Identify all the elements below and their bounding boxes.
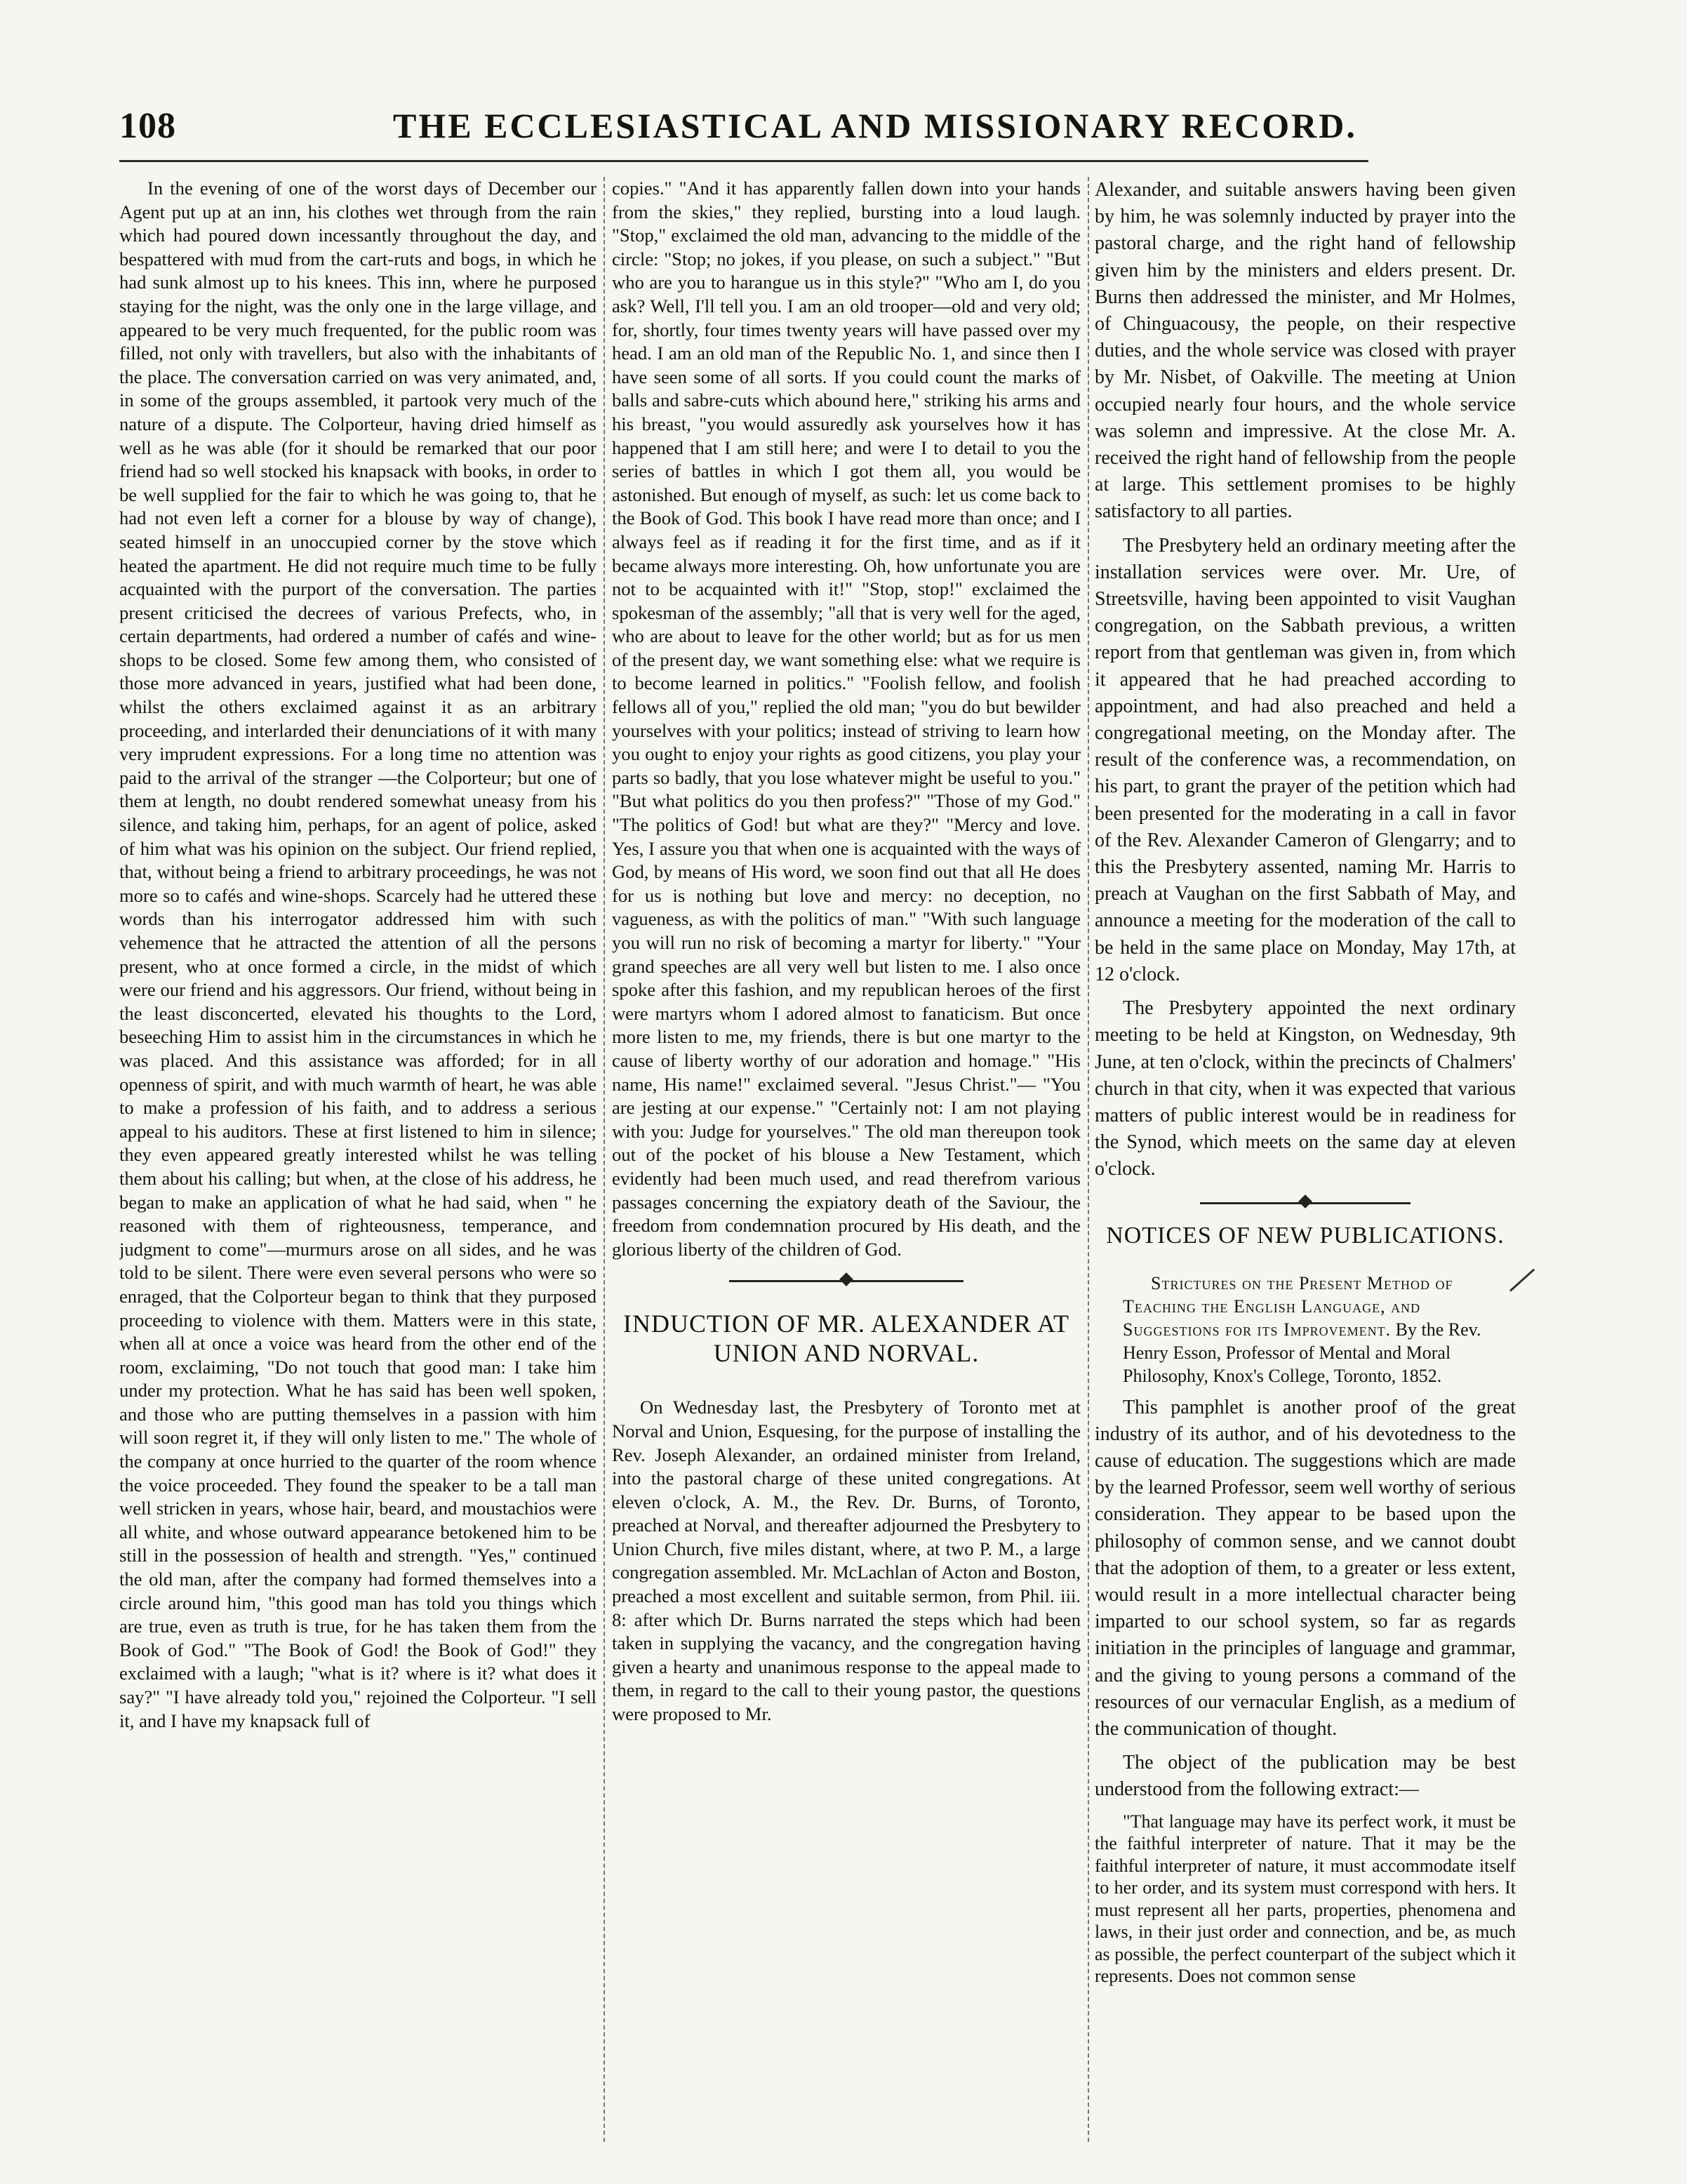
header-rule	[119, 160, 1368, 162]
section-ornament	[612, 1274, 1081, 1288]
presbytery-paragraph: The Presbytery held an ordinary meeting after the installation services were over. Mr. Ure, of Streetsville, having been appointed to visit Vaughan congregation, on the Sabbath previous, a written report from that gentleman was given in, from which it appeared that he had preached according to appointment, and had also preached and held a congregational meeting, on the Monday after. The result of the conference was, a recommendation, on his part, to grant the prayer of the petition which had been presented for the moderating in a call in favor of the Rev. Alexander Cameron of Glengarry; and to this the Presbytery assented, naming Mr. Harris to preach at Vaughan on the first Sabbath of May, and announce a meeting for the moderation of the call to be held in the same place on Monday, May 17th, at 12 o'clock.	[1095, 534, 1516, 985]
column-2	[612, 177, 1081, 2149]
column-3	[1095, 177, 1516, 2149]
induction-paragraph: On Wednesday last, the Presbytery of Toronto met at Norval and Union, Esquesing, for the purpose of installing the Rev. Joseph Alexander, an ordained minister from Ireland, into the pastoral charge of these united congregations. At eleven o'clock, A. M., the Rev. Dr. Burns, of Toronto, preached at Norval, and thereafter adjourned the Presbytery to Union Church, five miles distant, where, at two P. M., a large congregation assembled. Mr. McLachlan of Acton and Boston, preached a most excellent and suitable sermon, from Phil. iii. 8: after which Dr. Burns narrated the steps which had been taken in supplying the vacancy, and the congregation having given a hearty and unanimous response to the appeal made to them, in regard to the call to their young pastor, the questions were proposed to Mr.	[612, 1397, 1081, 1725]
article-paragraph: copies." "And it has apparently fallen down into your hands from the skies," they replied, bursting into a loud laugh. "Stop," exclaimed the old man, advancing to the middle of the circle: "Stop; no jokes, if you please, on such a subject." "But who are you to harangue us in this style?" "Who am I, do you ask? Well, I'll tell you. I am an old trooper—old and very old; for, shortly, four times twenty years will have passed over my head. I am an old man of the Republic No. 1, and since then I have seen some of all sorts. If you could count the marks of balls and sabre-cuts which abound here," striking his arms and his breast, "you would assuredly ask yourselves how it has happened that I am still here; and were I to detail to you the series of battles in which I got them all, you would be astonished. But enough of myself, as such: let us come back to the Book of God. This book I have read more than once; and I always feel as if reading it for the first time, and as if it became always more interesting. Oh, how unfortunate you are not to be acquainted with it!" "Stop, stop!" exclaimed the spokesman of the assembly; "all that is very well for the aged, who are about to leave for the other world; but as for us men of the present day, we want something else: what we require is to become learned in politics." "Foolish fellow, and foolish fellows all of you," replied the old man; "you do but bewilder yourselves with your politics; instead of striving to learn how you ought to enjoy your rights as good citizens, you play your parts so badly, that you lose whatever might be useful to you." "But what politics do you then profess?" "Those of my God." "The politics of God! but what are they?" "Mercy and love. Yes, I assure you that when one is acquainted with the ways of God, by means of His word, we soon find out that all He does for us is nothing but love and mercy: no deception, no vagueness, as with the politics of man." "With such language you will run no risk of becoming a martyr for liberty." "Your grand speeches are all very well but listen to me. I also once spoke after this fashion, and my republican heroes of the first were martyrs whom I adored almost to fanaticism. But once more listen to me, my friends, there is but one martyr to the cause of liberty worthy of our adoration and homage." "His name, His name!" exclaimed several. "Jesus Christ."— "You are jesting at our expense." "Certainly not: I am not playing with you: Judge for yourselves." The old man thereupon took out of the pocket of his blouse a New Testament, which evidently had been much used, and read therefrom various passages concerning the expiatory death of the Saviour, the freedom from condemnation procured by His death, and the glorious liberty of the children of God.	[612, 178, 1081, 1260]
review-paragraph: The object of the publication may be best understood from the following extract:—	[1095, 1752, 1516, 1801]
review-paragraph: This pamphlet is another proof of the great industry of its author, and of his devotedness to the cause of education. The suggestions which are made by the learned Professor, seem well worthy of serious consideration. They appear to be based upon the philosophy of common sense, and we cannot doubt that the adoption of them, to a greater or less extent, would result in a more intellectual character being imparted to our school system, so far as regards initiation in the principles of language and grammar, and the giving to young persons a command of the resources of our vernacular English, as a medium of the communication of thought.	[1095, 1396, 1516, 1740]
review-title-author: By the Rev. Henry Esson, Professor of Mental and Moral Philosophy, Knox's College, Toronto, 1852.	[1123, 1319, 1481, 1386]
section-ornament	[1095, 1196, 1516, 1210]
induction-heading: INDUCTION OF MR. ALEXANDER AT UNION AND NORVAL.	[622, 1310, 1069, 1368]
review-quote: "That language may have its perfect work, it must be the faithful interpreter of nature. That it may be the faithful interpreter of nature, it must accommodate itself to her order, and its system must correspond with hers. It must represent all her parts, properties, phenomena and laws, in their just order and connection, and be, as much as possible, the perfect counterpart of the subject which it represents. Does not common sense	[1095, 1811, 1516, 1987]
presbytery-paragraph: The Presbytery appointed the next ordinary meeting to be held at Kingston, on Wednesday, 9th June, at ten o'clock, within the precincts of Chalmers' church in that city, when it was expected that various matters of public interest would be in readiness for the Synod, which meets on the same day at eleven o'clock.	[1095, 997, 1516, 1180]
review-title-caps: Strictures on the Present Method of Teaching the English Language, and Suggestions for its Improvement.	[1123, 1272, 1453, 1340]
running-title: THE ECCLESIASTICAL AND MISSIONARY RECORD.	[393, 106, 1357, 145]
article-paragraph: In the evening of one of the worst days of December our Agent put up at an inn, his clothes wet through from the rain which had poured down incessantly throughout the day, and bespattered with mud from the cart-ruts and bogs, in which he had sunk almost up to his knees. This inn, where he purposed staying for the night, was the only one in the large village, and appeared to be very much frequented, for the public room was filled, not only with travellers, but also with the inhabitants of the place. The conversation carried on was very animated, and, in some of the groups assembled, it partook very much of the nature of a dispute. The Colporteur, having dried himself as well as he was able (for it should be remarked that our poor friend had so well stocked his knapsack with books, in order to be well supplied for the fair to which he was going to, that he had not even left a corner for a blouse by way of change), seated himself in an unoccupied corner by the stove which heated the apartment. He did not require much time to be fully acquainted with the purport of the conversation. The parties present criticised the decrees of various Prefects, who, in certain departments, had ordered a number of cafés and wine-shops to be closed. Some few among them, who consisted of those more advanced in years, justified what had been done, whilst the others exclaimed against it as an arbitrary proceeding, and interlarded their denunciations of it with many very imprudent expressions. For a long time no attention was paid to the arrival of the stranger —the Colporteur; but one of them at length, no doubt rendered somewhat uneasy from his silence, and taking him, perhaps, for an agent of police, asked of him what was his opinion on the subject. Our friend replied, that, without being a friend to arbitrary proceedings, he was not more so to cafés and wine-shops. Scarcely had he uttered these words than his interrogator addressed him with such vehemence that he attracted the attention of all the persons present, who at once formed a circle, in the midst of which were our friend and his aggressors. Our friend, without being in the least disconcerted, elevated his thoughts to the Lord, beseeching Him to assist him in the circumstances in which he was placed. And this assistance was afforded; for in all openness of spirit, and with much warmth of heart, he was able to make a profession of his faith, and to address a serious appeal to his auditors. These at first listened to him in silence; they even appeared greatly interested whilst he was telling them about his calling; but when, at the close of his address, he began to make an application of what he had said, when " he reasoned with them of righteousness, temperance, and judgment to come"—murmurs arose on all sides, and he was told to be silent. There were even several persons who were so enraged, that the Colporteur began to think that they purposed proceeding to violence with them. Matters were in this state, when all at once a voice was heard from the other end of the room, exclaiming, "Do not touch that good man: I take him under my protection. What he has said has been well spoken, and those who are putting themselves in a passion with him will soon regret it, if they will only listen to me." The whole of the company at once hurried to the quarter of the room whence the voice proceeded. They found the speaker to be a tall man well stricken in years, whose hair, beard, and moustachios were all white, and whose outward appearance betokened him to be still in the possession of health and strength. "Yes," continued the old man, after the company had formed themselves into a circle around him, "this good man has told you things which are true, even as truth is true, for he has taken them from the Book of God." "The Book of God! the Book of God!" they exclaimed with a laugh; "what is it? where is it? what does it say?" "I have already told you," rejoined the Colporteur. "I sell it, and I have my knapsack full of	[119, 178, 596, 1731]
page-header	[119, 105, 1357, 156]
review-title	[1095, 1272, 1516, 1387]
notices-heading: NOTICES OF NEW PUBLICATIONS.	[1106, 1222, 1505, 1249]
column-1	[119, 177, 596, 2149]
column-divider	[604, 177, 605, 2142]
column-divider	[1088, 177, 1089, 2142]
page-number: 108	[119, 106, 176, 146]
induction-paragraph: Alexander, and suitable answers having been given by him, he was solemnly inducted by prayer into the pastoral charge, and the right hand of fellowship given him by the ministers and elders present. Dr. Burns then addressed the minister, and Mr Holmes, of Chinguacousy, the people, on their respective duties, and the whole service was closed with prayer by Mr. Nisbet, of Oakville. The meeting at Union occupied nearly four hours, and the whole service was solemn and impressive. At the close Mr. A. received the right hand of fellowship from the people at large. This settlement promises to be highly satisfactory to all parties.	[1095, 179, 1516, 523]
